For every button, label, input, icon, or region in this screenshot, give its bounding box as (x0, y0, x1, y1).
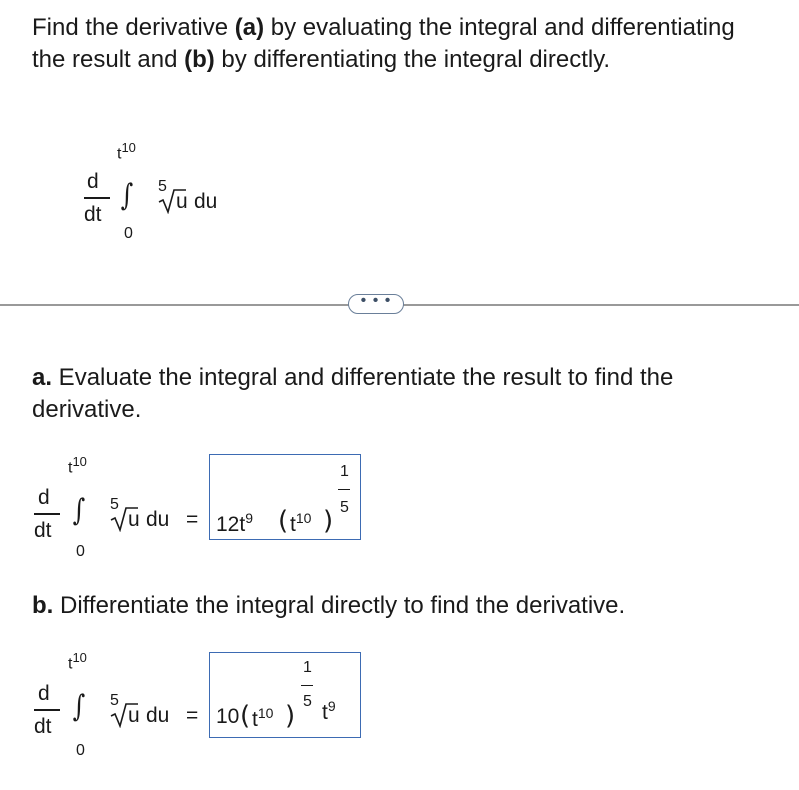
part-a-answer (210, 455, 362, 541)
part-a-root-index: 5 (110, 496, 119, 513)
part-a-equals: = (186, 508, 199, 531)
part-a-answer-box[interactable] (209, 454, 361, 540)
part-a-right-paren: ) (323, 506, 334, 536)
part-a-answer-coef: $12t^9$ (216, 510, 253, 536)
part-a-d-dt-bar (34, 513, 60, 515)
part-b-radicand: u (128, 704, 140, 727)
part-b-root-index: 5 (110, 692, 119, 709)
root-index: 5 (158, 178, 167, 195)
part-b-inner: $t^{10}$ (252, 705, 274, 731)
radicand: u (176, 190, 188, 213)
question-b-label: (b) (184, 46, 215, 73)
part-a-instructions (32, 362, 772, 426)
part-a-text: Evaluate the integral and differentiate the result to find the derivative. (32, 364, 674, 423)
part-b-dt: dt (34, 715, 52, 738)
part-a-power-denominator: 5 (340, 499, 349, 516)
question-part2: by evaluating the integral and differentiating the result and (32, 14, 735, 73)
part-b-upper-limit: $t^{10}$ (68, 650, 87, 673)
part-b-equals: = (186, 704, 199, 727)
part-b-instructions (32, 590, 772, 622)
part-a-dt: dt (34, 519, 52, 542)
part-b-power-denominator: 5 (303, 693, 312, 710)
part-a-label: a. (32, 364, 53, 391)
upper-limit: $t^{10}$ (117, 140, 136, 163)
d-numerator: d (87, 170, 99, 193)
part-a-differential: du (146, 508, 170, 531)
part-b-left-paren: ( (240, 701, 251, 731)
part-b-answer-tail: $t^9$ (322, 698, 336, 724)
part-a-integral-sign: ∫ (72, 493, 86, 528)
part-b-answer (210, 653, 362, 739)
more-button[interactable]: • • • (348, 294, 404, 314)
question-part3: by differentiating the integral directly. (214, 46, 611, 73)
part-b-power-numerator: 1 (303, 659, 312, 676)
lower-limit: 0 (124, 225, 133, 242)
part-a-inner: $t^{10}$ (290, 510, 312, 536)
part-b-label: b. (32, 592, 54, 619)
part-b-d: d (38, 682, 50, 705)
part-b-right-paren: ) (285, 701, 296, 731)
part-a-power-bar (338, 489, 350, 490)
part-b-d-dt-bar (34, 709, 60, 711)
part-a-power-numerator: 1 (340, 463, 349, 480)
part-b-integral-sign: ∫ (72, 689, 86, 724)
part-b-answer-box[interactable] (209, 652, 361, 738)
part-b-differential: du (146, 704, 170, 727)
part-a-lower-limit: 0 (76, 543, 85, 560)
part-b-text: Differentiate the integral directly to find the derivative. (53, 592, 626, 619)
part-a-equation (0, 440, 799, 580)
part-b-answer-coef: 10 (216, 705, 240, 728)
part-a-left-paren: ( (278, 506, 289, 536)
part-a-upper-limit: $t^{10}$ (68, 454, 87, 477)
part-b-power-bar (301, 685, 313, 686)
dt-denominator: dt (84, 203, 102, 226)
integral-sign: ∫ (120, 178, 134, 213)
part-a-d: d (38, 486, 50, 509)
d-dt-fraction-bar (84, 197, 110, 199)
question-part1: Find the derivative (32, 14, 235, 41)
question-a-label: (a) (234, 14, 265, 41)
part-a-radicand: u (128, 508, 140, 531)
differential: du (194, 190, 218, 213)
part-b-equation (0, 640, 799, 780)
question-expression (0, 0, 799, 260)
part-b-lower-limit: 0 (76, 742, 85, 759)
